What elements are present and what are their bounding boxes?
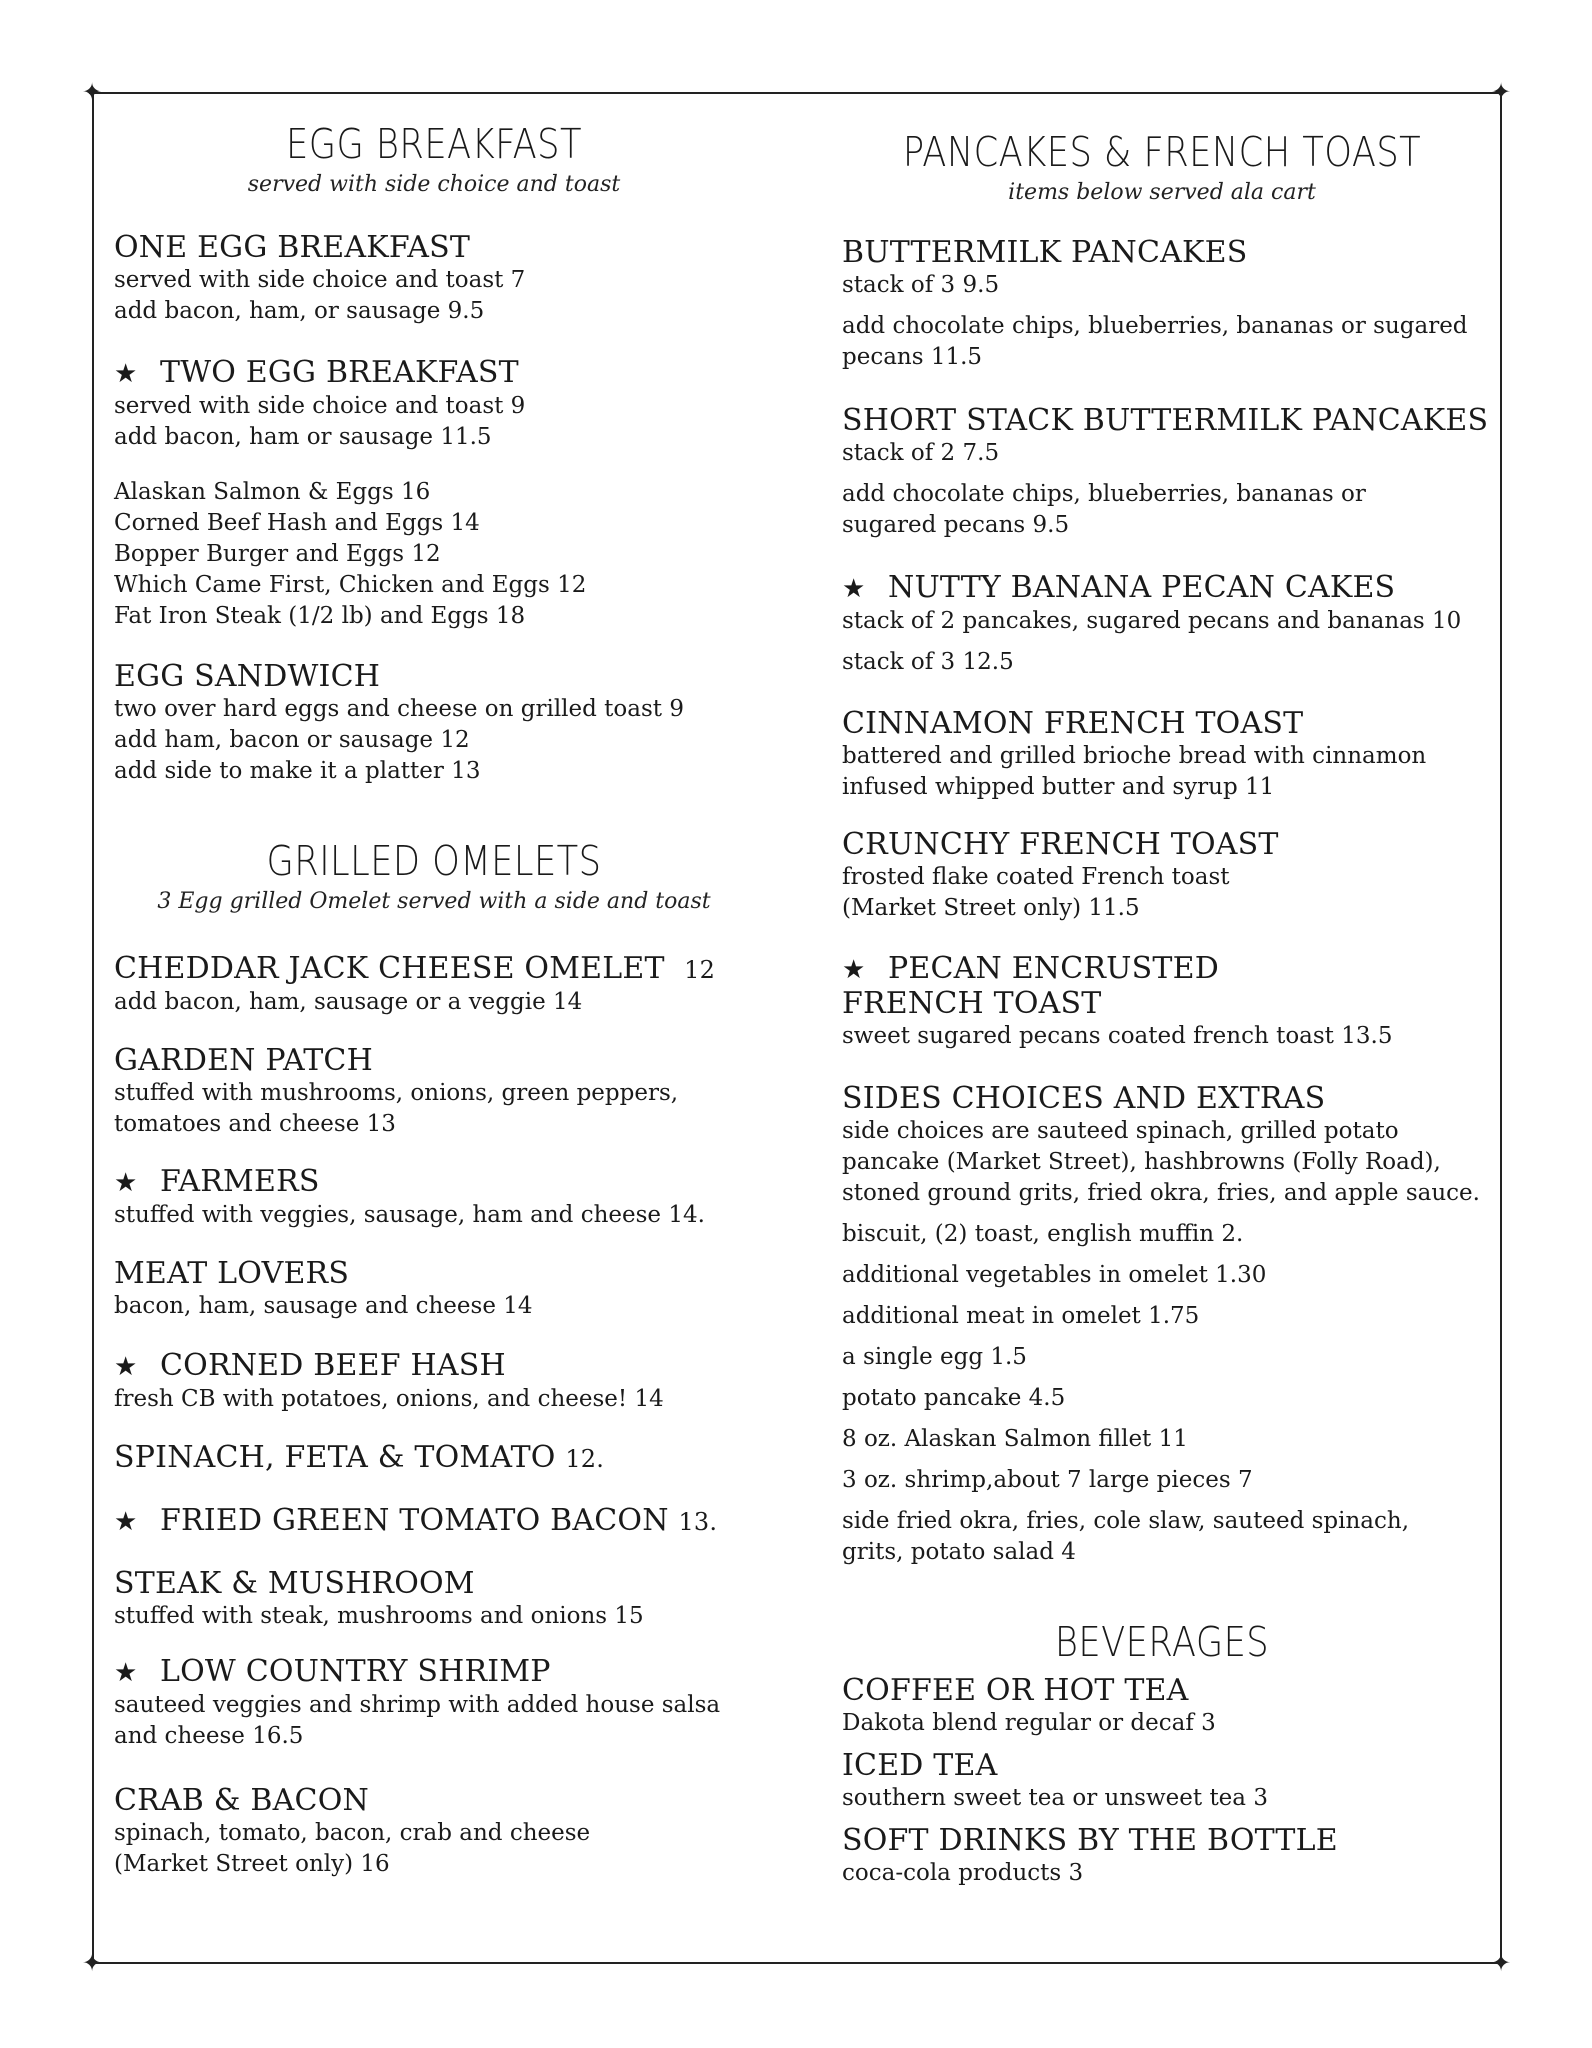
list-item: additional meat in omelet 1.75 [842, 1303, 1200, 1329]
item-description: stack of 2 pancakes, sugared pecans and bananas 10 [842, 608, 1462, 634]
star-icon: ★ [114, 1507, 138, 1537]
item-description: Dakota blend regular or decaf 3 [842, 1710, 1216, 1736]
item-description: stack of 3 12.5 [842, 649, 1014, 675]
menu-item-crab-bacon [114, 1784, 754, 1880]
item-name-line2: FRENCH TOAST [842, 986, 1102, 1021]
menu-item-corned-beef [114, 1349, 754, 1415]
item-name: FRIED GREEN TOMATO BACON [160, 1503, 669, 1538]
item-description: stuffed with veggies, sausage, ham and cheese 14. [114, 1202, 705, 1228]
item-name: GARDEN PATCH [114, 1043, 373, 1078]
item-addon: sugared pecans 9.5 [842, 512, 1070, 538]
menu-item-cinnamon [842, 707, 1482, 803]
item-description: frosted flake coated French toast [842, 864, 1230, 890]
item-name: EGG SANDWICH [114, 659, 381, 694]
item-name: TWO EGG BREAKFAST [160, 355, 519, 390]
item-description: stoned ground grits, fried okra, fries, and apple sauce. [842, 1180, 1480, 1206]
item-description: battered and grilled brioche bread with cinnamon [842, 743, 1427, 769]
menu-item-cheddar [114, 952, 754, 1018]
section-title: PANCAKES & FRENCH TOAST [902, 128, 1422, 176]
list-item: potato pancake 4.5 [842, 1385, 1066, 1411]
item-description: served with side choice and toast 9 [114, 393, 526, 419]
item-addon: pecans 11.5 [842, 344, 983, 370]
item-name: NUTTY BANANA PECAN CAKES [888, 570, 1396, 605]
item-name: CORNED BEEF HASH [160, 1348, 506, 1383]
star-icon: ★ [114, 1168, 138, 1198]
item-price: 13. [678, 1508, 718, 1536]
border-left [92, 89, 94, 1965]
item-addon: add chocolate chips, blueberries, bananas or sugared [842, 313, 1468, 339]
item-description: stuffed with mushrooms, onions, green peppers, [114, 1080, 679, 1106]
item-description: stuffed with steak, mushrooms and onions 15 [114, 1603, 644, 1629]
item-name: LOW COUNTRY SHRIMP [160, 1654, 551, 1689]
item-name: STEAK & MUSHROOM [114, 1566, 475, 1601]
item-name: CINNAMON FRENCH TOAST [842, 706, 1304, 741]
item-name: PECAN ENCRUSTED [888, 951, 1219, 986]
item-addon: add ham, bacon or sausage 12 [114, 727, 470, 753]
menu-item-soft-drinks [842, 1824, 1482, 1889]
section-title: EGG BREAKFAST [286, 120, 582, 168]
item-description: stack of 2 7.5 [842, 440, 1000, 466]
menu-item-meat-lovers [114, 1257, 754, 1322]
item-addon: add bacon, ham, or sausage 9.5 [114, 298, 485, 324]
section-title: GRILLED OMELETS [266, 837, 602, 885]
border-bottom [89, 1962, 1503, 1964]
item-description: sweet sugared pecans coated french toast 13.5 [842, 1023, 1393, 1049]
item-name: SOFT DRINKS BY THE BOTTLE [842, 1823, 1338, 1858]
menu-item-low-country-shrimp [114, 1655, 754, 1752]
corner-ornament-icon: ✦ [81, 78, 103, 106]
section-subtitle: served with side choice and toast [247, 172, 621, 197]
corner-ornament-icon: ✦ [1490, 1949, 1512, 1977]
item-description: (Market Street only) 11.5 [842, 895, 1140, 921]
item-description: stack of 3 9.5 [842, 272, 1000, 298]
list-item: Which Came First, Chicken and Eggs 12 [114, 572, 587, 598]
item-name: CRAB & BACON [114, 1783, 369, 1818]
item-description: side choices are sauteed spinach, grilled potato [842, 1118, 1399, 1144]
border-top [89, 92, 1503, 94]
item-description: two over hard eggs and cheese on grilled toast 9 [114, 696, 684, 722]
menu-item-egg-sandwich [114, 660, 754, 787]
menu-item-crunchy [842, 828, 1482, 924]
menu-item-nutty-banana [842, 571, 1482, 678]
menu-item-fried-green-tomato [114, 1504, 754, 1539]
list-item: 8 oz. Alaskan Salmon fillet 11 [842, 1426, 1188, 1452]
item-name: MEAT LOVERS [114, 1256, 350, 1291]
menu-item-one-egg [114, 231, 754, 327]
star-icon: ★ [114, 359, 138, 389]
menu-item-coffee [842, 1674, 1482, 1739]
list-item: Bopper Burger and Eggs 12 [114, 541, 441, 567]
item-price: 12 [684, 956, 716, 984]
corner-ornament-icon: ✦ [1490, 78, 1512, 106]
menu-item-two-egg [114, 356, 754, 453]
item-name: ONE EGG BREAKFAST [114, 230, 471, 265]
item-description: infused whipped butter and syrup 11 [842, 774, 1275, 800]
item-description: southern sweet tea or unsweet tea 3 [842, 1785, 1268, 1811]
item-addon: add bacon, ham or sausage 11.5 [114, 424, 492, 450]
list-item: Fat Iron Steak (1/2 lb) and Eggs 18 [114, 603, 526, 629]
menu-item-short-stack [842, 403, 1489, 541]
list-item: 3 oz. shrimp,about 7 large pieces 7 [842, 1467, 1253, 1493]
item-name: SHORT STACK BUTTERMILK PANCAKES [842, 403, 1489, 438]
pancakes-header [842, 128, 1482, 205]
item-name: CHEDDAR JACK CHEESE OMELET [114, 951, 665, 986]
list-item: Corned Beef Hash and Eggs 14 [114, 510, 480, 536]
item-name: BUTTERMILK PANCAKES [842, 235, 1248, 270]
section-title: BEVERAGES [1054, 1618, 1270, 1666]
menu-item-buttermilk [842, 236, 1482, 373]
item-description: fresh CB with potatoes, onions, and cheese! 14 [114, 1386, 664, 1412]
item-name: SIDES CHOICES AND EXTRAS [842, 1081, 1326, 1116]
list-item: grits, potato salad 4 [842, 1539, 1076, 1565]
item-addon: add side to make it a platter 13 [114, 758, 481, 784]
omelets-header [114, 837, 754, 914]
corner-ornament-icon: ✦ [81, 1949, 103, 1977]
item-name: COFFEE OR HOT TEA [842, 1673, 1189, 1708]
item-description: sauteed veggies and shrimp with added house salsa [114, 1692, 721, 1718]
item-description: and cheese 16.5 [114, 1723, 304, 1749]
menu-item-pecan-encrusted [842, 952, 1482, 1052]
item-description: pancake (Market Street), hashbrowns (Folly Road), [842, 1149, 1441, 1175]
item-description: (Market Street only) 16 [114, 1851, 390, 1877]
item-name: SPINACH, FETA & TOMATO [114, 1440, 556, 1475]
list-item: biscuit, (2) toast, english muffin 2. [842, 1221, 1244, 1247]
border-right [1500, 89, 1502, 1965]
star-icon: ★ [842, 574, 866, 604]
egg-breakfast-header [114, 120, 754, 197]
item-price: 12. [565, 1445, 605, 1473]
list-item: a single egg 1.5 [842, 1344, 1027, 1370]
specials-list [114, 477, 754, 632]
sides-extras [842, 1082, 1482, 1568]
item-description: spinach, tomato, bacon, crab and cheese [114, 1820, 591, 1846]
menu-item-steak-mushroom [114, 1567, 754, 1632]
list-item: side fried okra, fries, cole slaw, sauteed spinach, [842, 1508, 1410, 1534]
menu-item-garden [114, 1044, 754, 1140]
item-description: tomatoes and cheese 13 [114, 1111, 396, 1137]
section-subtitle: 3 Egg grilled Omelet served with a side and toast [157, 889, 711, 914]
star-icon: ★ [842, 955, 866, 985]
item-name: ICED TEA [842, 1748, 998, 1783]
item-addon: add chocolate chips, blueberries, bananas or [842, 481, 1366, 507]
item-description: served with side choice and toast 7 [114, 267, 526, 293]
menu-item-spinach-feta [114, 1441, 754, 1476]
item-addon: add bacon, ham, sausage or a veggie 14 [114, 989, 583, 1015]
menu-item-farmers [114, 1165, 754, 1231]
star-icon: ★ [114, 1658, 138, 1688]
star-icon: ★ [114, 1352, 138, 1382]
beverages-header [842, 1618, 1482, 1666]
item-name: FARMERS [160, 1164, 320, 1199]
menu-item-iced-tea [842, 1749, 1482, 1814]
section-subtitle: items below served ala cart [1008, 180, 1316, 205]
list-item: additional vegetables in omelet 1.30 [842, 1262, 1267, 1288]
item-description: bacon, ham, sausage and cheese 14 [114, 1293, 533, 1319]
list-item: Alaskan Salmon & Eggs 16 [114, 479, 431, 505]
item-name: CRUNCHY FRENCH TOAST [842, 827, 1279, 862]
item-description: coca-cola products 3 [842, 1860, 1084, 1886]
